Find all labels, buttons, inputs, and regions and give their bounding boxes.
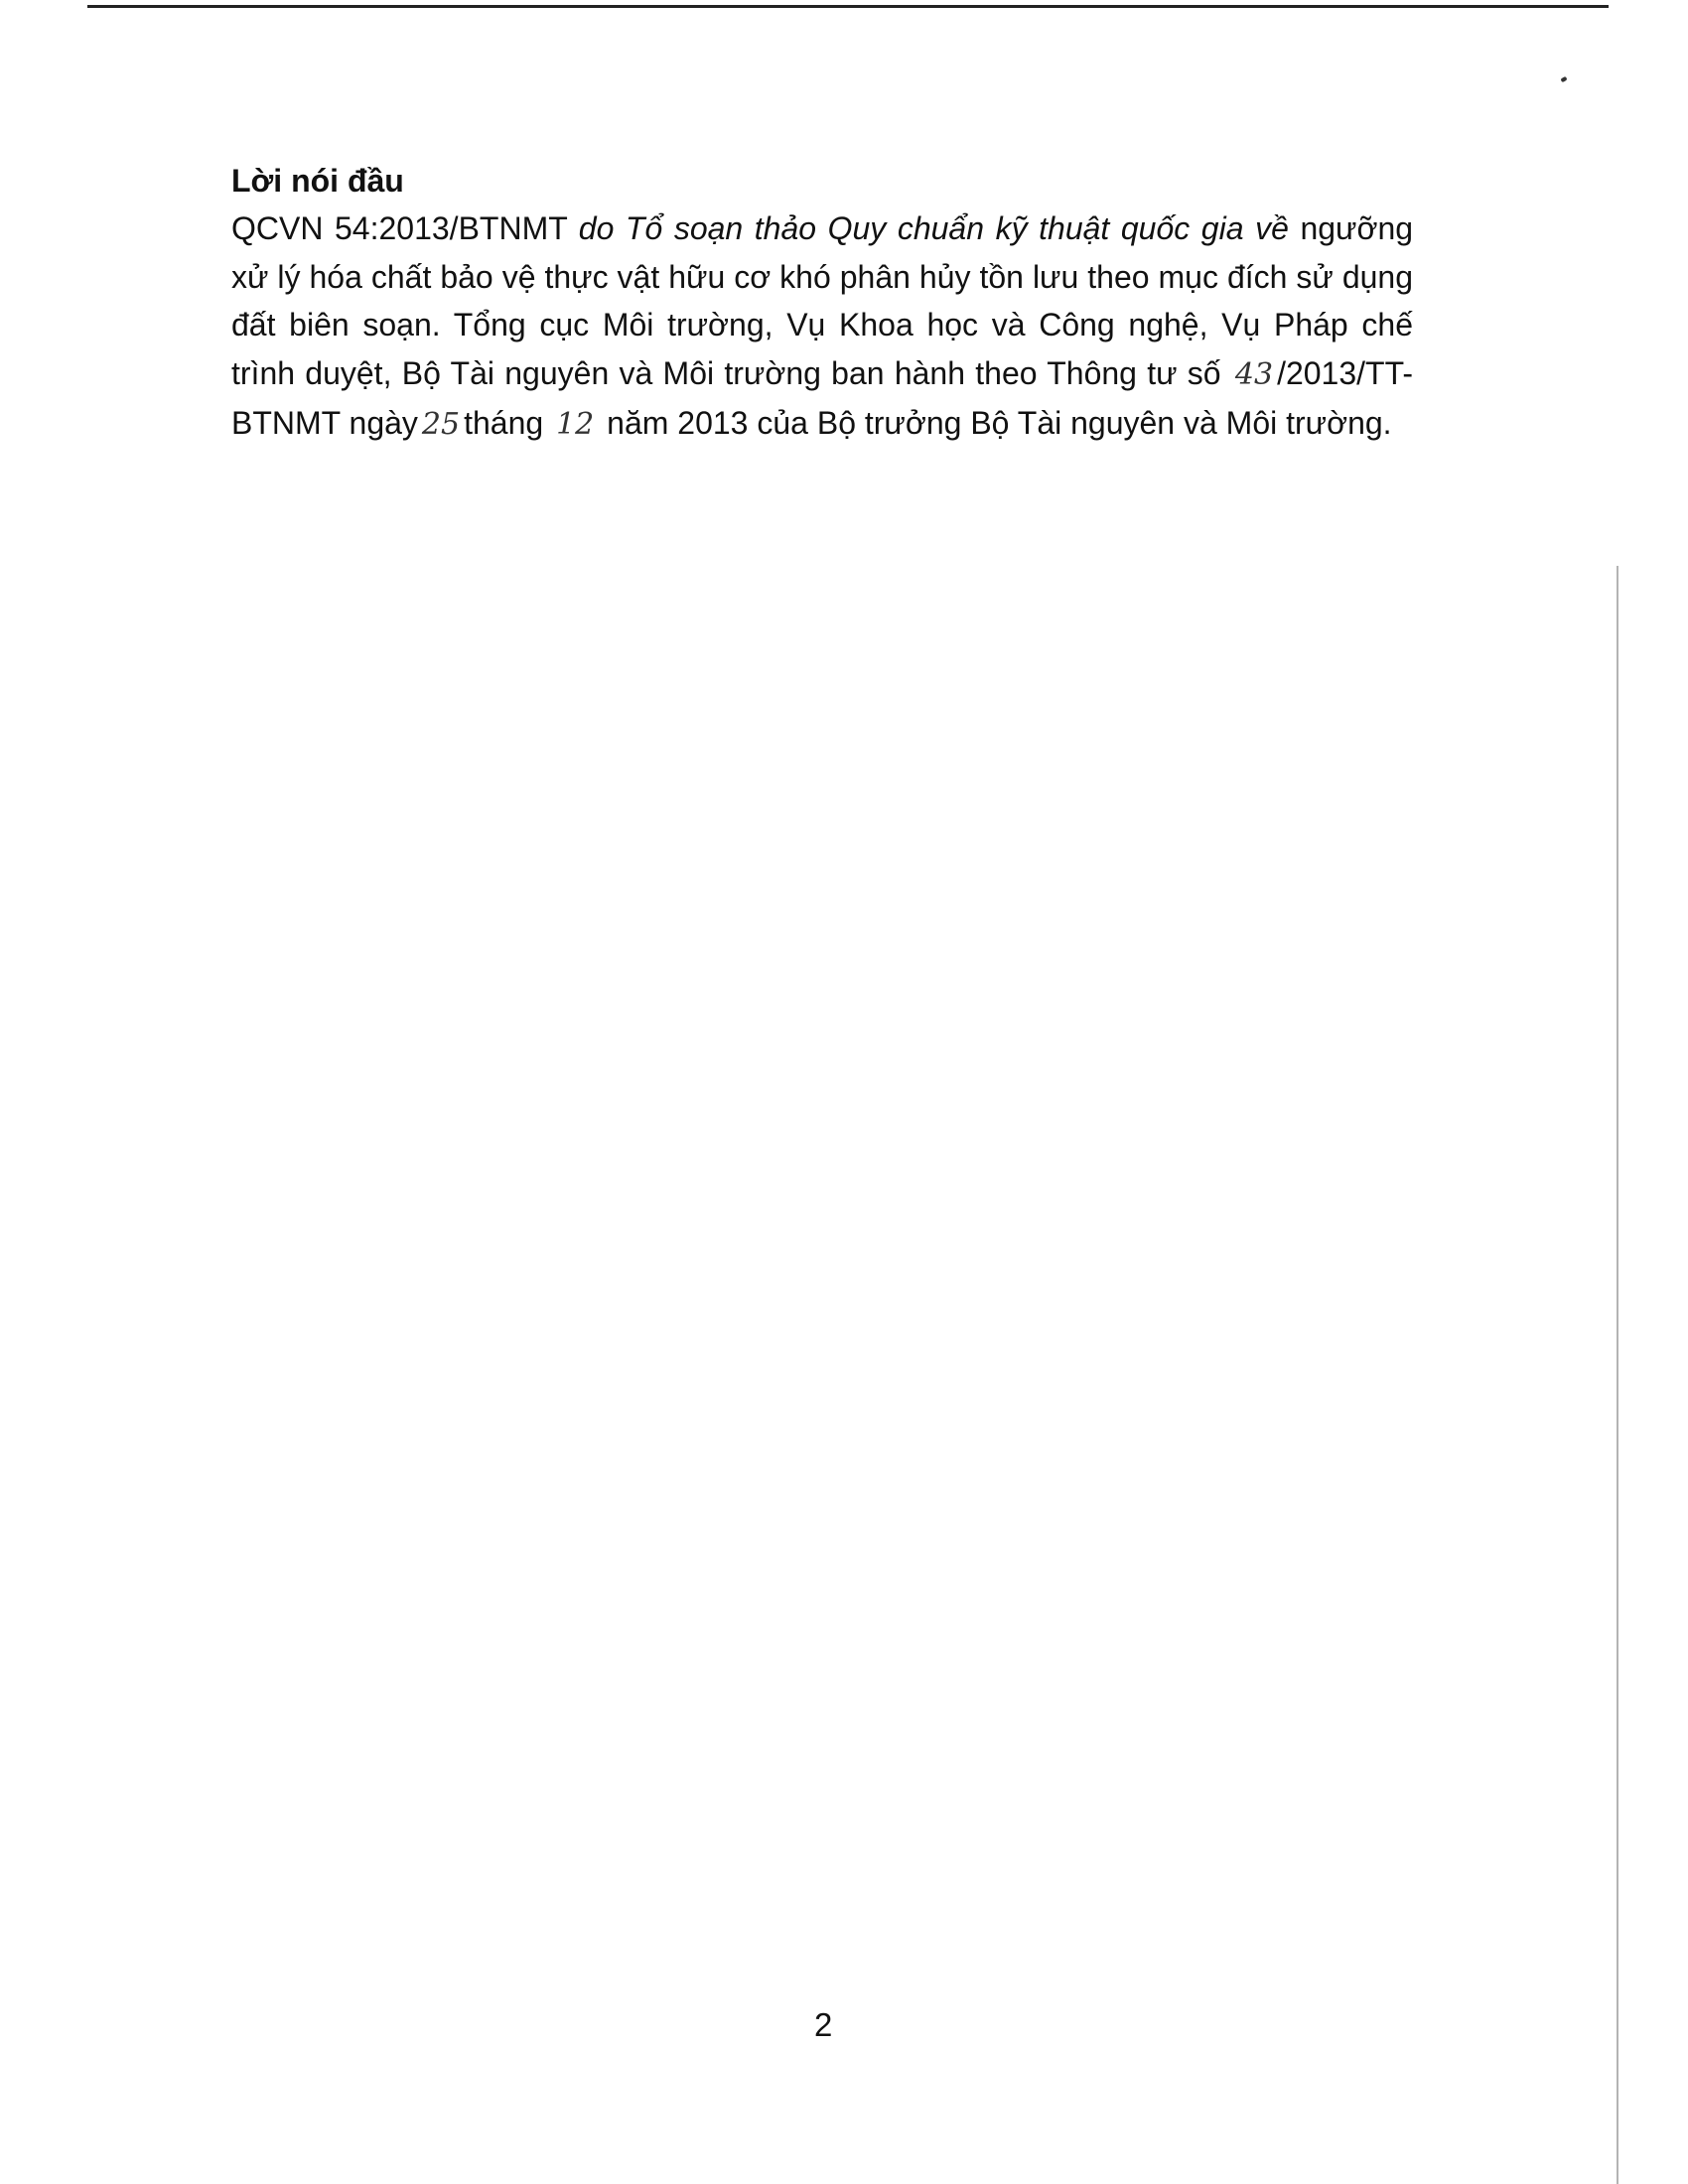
body-text-2: /2013/TT-BTNMT ngày — [231, 354, 1414, 441]
page-number: 2 — [814, 2006, 833, 2043]
body-text-3: tháng — [464, 405, 544, 441]
handwritten-circular-number: 43 — [1234, 356, 1274, 392]
top-border-line — [87, 5, 1609, 8]
handwritten-day: 25 — [421, 407, 461, 442]
right-margin-line — [1617, 566, 1618, 2184]
foreword-paragraph — [231, 205, 1413, 450]
scan-speck — [1560, 76, 1567, 82]
foreword-heading: Lời nói đầu — [231, 163, 404, 199]
intro-italic-text: do Tổ soạn thảo Quy chuẩn kỹ thuật quốc gia về — [578, 210, 1289, 246]
document-body — [231, 157, 1413, 450]
body-text-1: ngưỡng xử lý hóa chất bảo vệ thực vật hữu cơ khó phân hủy tồn lưu theo mục đích sử dụng đất biên soạn. Tổng cục Môi trường, Vụ Khoa học và Công nghệ, Vụ Pháp chế trình duyệt, Bộ Tài nguyên và Môi trường ban hành theo Thông tư số — [231, 210, 1414, 391]
standard-code: QCVN 54:2013/BTNMT — [231, 210, 568, 246]
body-text-4: năm 2013 của Bộ trưởng Bộ Tài nguyên và Môi trường. — [607, 405, 1392, 441]
handwritten-month: 12 — [556, 407, 595, 442]
